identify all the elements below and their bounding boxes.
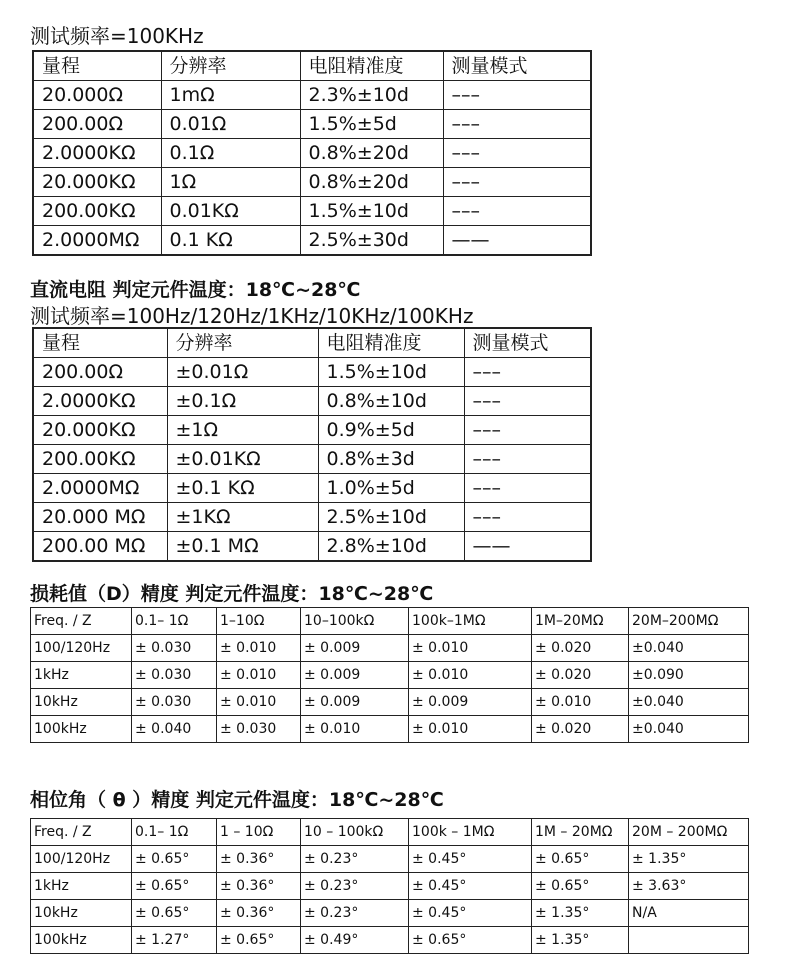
- phase-angle-table: [30, 818, 749, 954]
- header-cell: 测量模式: [464, 328, 591, 358]
- header-cell: 电阻精准度: [300, 51, 443, 81]
- table-row: [33, 139, 591, 168]
- table-cell: 20.000Ω: [33, 81, 161, 110]
- table-row: [31, 662, 749, 689]
- table-cell: ±0.01KΩ: [167, 445, 318, 474]
- table-cell: 200.00KΩ: [33, 445, 167, 474]
- header-cell: 1–10Ω: [217, 608, 301, 635]
- table-cell: 0.8%±20d: [300, 168, 443, 197]
- table-cell: ± 0.010: [409, 635, 532, 662]
- resistance-table-1: [32, 50, 592, 256]
- table-cell: ± 0.010: [409, 716, 532, 743]
- table-cell: 1mΩ: [161, 81, 300, 110]
- header-cell: 量程: [33, 51, 161, 81]
- table-cell: ——: [464, 532, 591, 562]
- table-row: [33, 358, 591, 387]
- table-cell: –––: [464, 445, 591, 474]
- table-cell: 10kHz: [31, 689, 132, 716]
- table-cell: 1.5%±10d: [318, 358, 464, 387]
- table-cell: ± 0.030: [217, 716, 301, 743]
- header-cell: 20M – 200MΩ: [629, 819, 749, 846]
- table-cell: ± 0.030: [132, 662, 217, 689]
- table-row: [33, 197, 591, 226]
- table-cell: ± 1.27°: [132, 927, 217, 954]
- table-cell: 200.00Ω: [33, 110, 161, 139]
- header-cell: 10 – 100kΩ: [301, 819, 409, 846]
- table-cell: 2.8%±10d: [318, 532, 464, 562]
- table-cell: 0.8%±20d: [300, 139, 443, 168]
- table-row: [33, 110, 591, 139]
- table-cell: 2.0000MΩ: [33, 226, 161, 256]
- table-cell: ±0.040: [629, 635, 749, 662]
- table-cell: 1Ω: [161, 168, 300, 197]
- table-cell: –––: [443, 110, 591, 139]
- table-row: [31, 846, 749, 873]
- table-cell: ±0.040: [629, 689, 749, 716]
- table-cell: ± 0.23°: [301, 846, 409, 873]
- table-cell: ±0.01Ω: [167, 358, 318, 387]
- table-cell: 2.5%±10d: [318, 503, 464, 532]
- header-cell: 分辨率: [167, 328, 318, 358]
- table-row: [31, 927, 749, 954]
- table-cell: 1.5%±10d: [300, 197, 443, 226]
- header-cell: 0.1– 1Ω: [132, 608, 217, 635]
- table-cell: ± 0.36°: [217, 873, 301, 900]
- table-cell: 0.01Ω: [161, 110, 300, 139]
- header-cell: Freq. / Z: [31, 608, 132, 635]
- table-cell: –––: [464, 358, 591, 387]
- section2-caption: 测试频率=100Hz/120Hz/1KHz/10KHz/100KHz: [30, 304, 474, 328]
- dissipation-table: [30, 607, 749, 743]
- table-header-row: [33, 51, 591, 81]
- header-cell: 20M–200MΩ: [629, 608, 749, 635]
- table-cell: 200.00Ω: [33, 358, 167, 387]
- table-cell: 1kHz: [31, 662, 132, 689]
- header-cell: 测量模式: [443, 51, 591, 81]
- table-cell: ± 0.65°: [132, 900, 217, 927]
- table-cell: ± 1.35°: [532, 900, 629, 927]
- table-cell: 2.0000KΩ: [33, 387, 167, 416]
- table-cell: 0.8%±3d: [318, 445, 464, 474]
- resistance-table-2: [32, 327, 592, 562]
- table-cell: N/A: [629, 900, 749, 927]
- table-cell: 100kHz: [31, 927, 132, 954]
- header-cell: 1 – 10Ω: [217, 819, 301, 846]
- table-cell: 10kHz: [31, 900, 132, 927]
- table-cell: ——: [443, 226, 591, 256]
- table-cell: 200.00 MΩ: [33, 532, 167, 562]
- header-cell: 10–100kΩ: [301, 608, 409, 635]
- table-cell: 100/120Hz: [31, 635, 132, 662]
- table-cell: ± 0.010: [217, 635, 301, 662]
- header-cell: 1M–20MΩ: [532, 608, 629, 635]
- table-cell: ± 3.63°: [629, 873, 749, 900]
- table-cell: 1.0%±5d: [318, 474, 464, 503]
- table-row: [33, 503, 591, 532]
- table-cell: ± 0.020: [532, 716, 629, 743]
- table-cell: 1.5%±5d: [300, 110, 443, 139]
- table-cell: 2.3%±10d: [300, 81, 443, 110]
- table-cell: ± 0.009: [301, 635, 409, 662]
- table-cell: ± 0.010: [532, 689, 629, 716]
- table-cell: 1kHz: [31, 873, 132, 900]
- header-cell: 电阻精准度: [318, 328, 464, 358]
- table-cell: ± 0.010: [217, 689, 301, 716]
- header-cell: 1M – 20MΩ: [532, 819, 629, 846]
- table-cell: ± 0.45°: [409, 873, 532, 900]
- table-cell: ±1Ω: [167, 416, 318, 445]
- table-cell: ± 0.65°: [532, 873, 629, 900]
- table-row: [33, 81, 591, 110]
- table-cell: ± 0.65°: [132, 873, 217, 900]
- table-cell: –––: [464, 503, 591, 532]
- table-cell: –––: [443, 197, 591, 226]
- table-row: [33, 474, 591, 503]
- table-cell: ± 0.36°: [217, 900, 301, 927]
- table-cell: 0.1 KΩ: [161, 226, 300, 256]
- table-cell: ±0.090: [629, 662, 749, 689]
- table-cell: 100kHz: [31, 716, 132, 743]
- table-cell: 20.000KΩ: [33, 168, 161, 197]
- table-cell: ± 0.49°: [301, 927, 409, 954]
- header-cell: 分辨率: [161, 51, 300, 81]
- table-cell: ± 0.010: [301, 716, 409, 743]
- header-cell: 100k – 1MΩ: [409, 819, 532, 846]
- table-cell: –––: [464, 416, 591, 445]
- table-cell: 0.9%±5d: [318, 416, 464, 445]
- table-cell: ± 0.040: [132, 716, 217, 743]
- table-cell: ±0.1 MΩ: [167, 532, 318, 562]
- table-row: [33, 416, 591, 445]
- table-cell: –––: [464, 474, 591, 503]
- table-row: [33, 387, 591, 416]
- table-row: [33, 445, 591, 474]
- table-cell: ± 0.36°: [217, 846, 301, 873]
- table-cell: ± 0.23°: [301, 873, 409, 900]
- table-cell: ±0.040: [629, 716, 749, 743]
- table-cell: ±1KΩ: [167, 503, 318, 532]
- table-header-row: [33, 328, 591, 358]
- table-cell: ± 0.65°: [409, 927, 532, 954]
- table-cell: ± 0.65°: [532, 846, 629, 873]
- table-cell: 2.5%±30d: [300, 226, 443, 256]
- table-cell: 0.1Ω: [161, 139, 300, 168]
- table-cell: 0.8%±10d: [318, 387, 464, 416]
- table-cell: ± 0.45°: [409, 846, 532, 873]
- table-cell: ± 0.020: [532, 662, 629, 689]
- table-row: [31, 689, 749, 716]
- table-cell: ± 1.35°: [532, 927, 629, 954]
- table-cell: ± 0.009: [409, 689, 532, 716]
- table-row: [33, 532, 591, 562]
- header-cell: 量程: [33, 328, 167, 358]
- section2-heading: 直流电阻 判定元件温度：18℃~28℃: [30, 279, 361, 301]
- table-cell: [629, 927, 749, 954]
- table-cell: 2.0000MΩ: [33, 474, 167, 503]
- table-cell: ±0.1 KΩ: [167, 474, 318, 503]
- table-cell: ± 0.020: [532, 635, 629, 662]
- table-cell: 100/120Hz: [31, 846, 132, 873]
- table-cell: –––: [443, 139, 591, 168]
- table-cell: ± 0.009: [301, 689, 409, 716]
- table-cell: ± 1.35°: [629, 846, 749, 873]
- table-cell: ± 0.030: [132, 689, 217, 716]
- table-cell: ± 0.009: [301, 662, 409, 689]
- table-header-row: [31, 819, 749, 846]
- table-cell: ± 0.23°: [301, 900, 409, 927]
- table-cell: ± 0.65°: [217, 927, 301, 954]
- table-header-row: [31, 608, 749, 635]
- table-cell: ±0.1Ω: [167, 387, 318, 416]
- section1-caption: 测试频率=100KHz: [30, 24, 204, 48]
- table-cell: ± 0.010: [217, 662, 301, 689]
- table-cell: 20.000 MΩ: [33, 503, 167, 532]
- section4-heading: 相位角（ θ ）精度 判定元件温度：18℃~28℃: [30, 789, 444, 811]
- table-row: [31, 716, 749, 743]
- table-cell: ± 0.65°: [132, 846, 217, 873]
- table-row: [31, 635, 749, 662]
- table-row: [31, 873, 749, 900]
- table-cell: ± 0.030: [132, 635, 217, 662]
- header-cell: Freq. / Z: [31, 819, 132, 846]
- header-cell: 0.1– 1Ω: [132, 819, 217, 846]
- table-cell: –––: [443, 81, 591, 110]
- table-row: [33, 168, 591, 197]
- table-cell: 20.000KΩ: [33, 416, 167, 445]
- table-row: [31, 900, 749, 927]
- table-cell: ± 0.45°: [409, 900, 532, 927]
- table-cell: 200.00KΩ: [33, 197, 161, 226]
- section3-heading: 损耗值（D）精度 判定元件温度：18℃~28℃: [30, 583, 434, 605]
- table-cell: –––: [464, 387, 591, 416]
- table-cell: –––: [443, 168, 591, 197]
- table-cell: 0.01KΩ: [161, 197, 300, 226]
- table-cell: ± 0.010: [409, 662, 532, 689]
- table-cell: 2.0000KΩ: [33, 139, 161, 168]
- table-row: [33, 226, 591, 256]
- header-cell: 100k–1MΩ: [409, 608, 532, 635]
